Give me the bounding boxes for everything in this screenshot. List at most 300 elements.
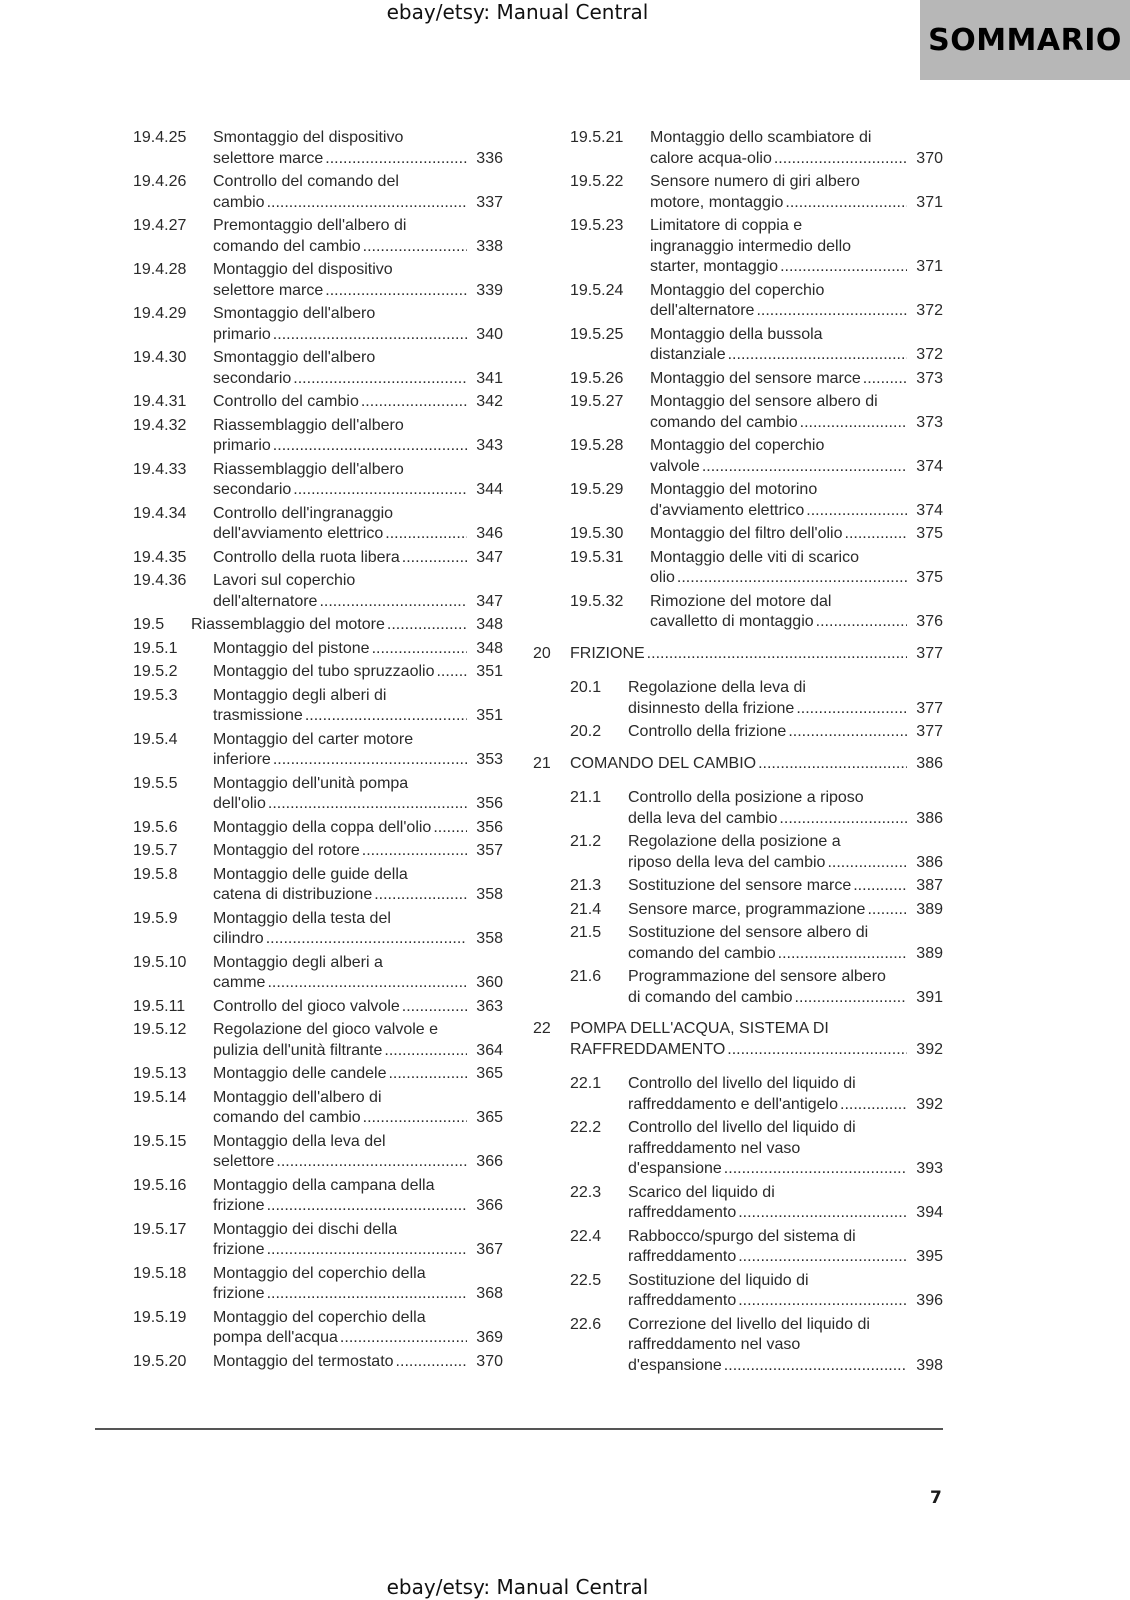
toc-entry-line (213, 841, 503, 862)
toc-entry-title: dell'alternatore (650, 302, 755, 319)
toc-entry[interactable] (533, 480, 943, 521)
toc-entry-title: Montaggio del dispositivo (213, 261, 393, 278)
toc-entry-line (213, 639, 503, 660)
toc-entry-body (628, 1118, 943, 1180)
toc-entry-title: comando del cambio (213, 237, 361, 255)
toc-entry-number: 19.5.25 (570, 325, 624, 343)
toc-entry-body (650, 128, 943, 169)
toc-entry-line (213, 548, 503, 569)
toc-entry-title: Controllo del comando del (213, 173, 399, 190)
toc-entry-line (650, 457, 943, 478)
toc-entry[interactable] (133, 504, 503, 545)
toc-entry-number: 19.5.15 (133, 1132, 187, 1150)
toc-entry[interactable] (533, 876, 943, 897)
toc-entry-number: 19.5.18 (133, 1264, 187, 1282)
toc-entry-number: 19.5.29 (570, 481, 624, 498)
toc-entry[interactable] (533, 325, 943, 366)
dot-leader (677, 568, 907, 589)
dot-leader (372, 639, 467, 660)
toc-entry-title: raffreddamento e dell'antigelo (628, 1095, 839, 1113)
toc-entry-line (650, 149, 943, 170)
toc-entry[interactable] (133, 639, 503, 660)
toc-entry-number: 19.5.1 (133, 639, 178, 657)
toc-entry-title: Montaggio del filtro dell'olio (650, 525, 843, 542)
dot-leader (266, 929, 467, 950)
toc-entry-line (628, 853, 943, 874)
toc-entry-body (213, 1264, 503, 1305)
toc-entry[interactable] (533, 678, 943, 719)
toc-entry-title: cambio (213, 193, 265, 211)
dot-leader (702, 457, 907, 478)
toc-entry-title: Riassemblaggio dell'albero (213, 460, 404, 478)
toc-entry-page: 392 (916, 1095, 943, 1113)
toc-entry-number: 19.5.3 (133, 686, 178, 704)
toc-entry-body (650, 325, 943, 366)
toc-entry-number: 19.5.30 (570, 525, 624, 542)
toc-entry-title: raffreddamento (628, 1204, 737, 1221)
toc-entry-number: 19.4.29 (133, 305, 187, 322)
toc-entry-line (213, 480, 503, 501)
dot-leader (267, 973, 467, 994)
toc-entry-title: Rimozione del motore dal (650, 592, 832, 610)
toc-entry-title: Sostituzione del liquido di (628, 1271, 809, 1289)
toc-entry-body (213, 1064, 503, 1085)
dot-leader (363, 1108, 467, 1129)
toc-entry-body (213, 1352, 503, 1373)
toc-entry-body (213, 997, 503, 1018)
toc-entry[interactable] (133, 997, 503, 1018)
toc-entry-page: 360 (476, 974, 503, 991)
toc-entry-page: 366 (476, 1197, 503, 1214)
toc-entry[interactable] (133, 460, 503, 501)
toc-entry-line (213, 1308, 503, 1329)
toc-entry-page: 368 (476, 1285, 503, 1302)
toc-entry-page: 348 (476, 639, 503, 657)
toc-entry-line (213, 348, 503, 369)
toc-entry[interactable] (533, 216, 943, 278)
toc-entry[interactable] (533, 128, 943, 169)
toc-entry-page: 394 (916, 1204, 943, 1221)
toc-entry[interactable] (533, 548, 943, 589)
toc-entry-line (628, 678, 943, 699)
dot-leader (363, 237, 467, 258)
toc-entry-page: 386 (916, 754, 943, 772)
toc-entry-line (213, 281, 503, 302)
toc-entry-line (650, 501, 943, 522)
toc-entry-number: 19.4.27 (133, 217, 187, 234)
toc-entry-line (213, 237, 503, 258)
toc-entry-number: 19.5 (133, 616, 165, 633)
toc-entry-title: Controllo del gioco valvole (213, 997, 400, 1015)
toc-entry-page: 377 (916, 699, 943, 717)
toc-entry-line (213, 885, 503, 906)
toc-entry-title: Controllo dell'ingranaggio (213, 504, 394, 522)
toc-entry-title: Montaggio della coppa dell'olio (213, 818, 432, 836)
toc-entry[interactable] (133, 548, 503, 569)
dot-leader (724, 1356, 907, 1377)
toc-entry-number: 19.5.9 (133, 909, 178, 927)
toc-entry-page: 391 (916, 988, 943, 1006)
toc-entry[interactable] (133, 172, 503, 213)
toc-entry[interactable] (133, 416, 503, 457)
toc-entry[interactable] (133, 841, 503, 862)
toc-entry-line (213, 1220, 503, 1241)
toc-entry-title: Smontaggio dell'albero (213, 305, 376, 322)
toc-entry-page: 339 (476, 281, 503, 299)
toc-entry-number: 21 (533, 754, 551, 772)
toc-entry-page: 351 (476, 707, 503, 724)
toc-entry[interactable] (133, 865, 503, 906)
dot-leader (384, 1041, 467, 1062)
dot-leader (374, 885, 467, 906)
toc-entry-number: 22.4 (570, 1227, 602, 1245)
toc-entry-title: Riassemblaggio dell'albero (213, 416, 404, 434)
watermark-top: ebay/etsy: Manual Central (386, 0, 649, 24)
toc-entry[interactable] (533, 1019, 943, 1060)
toc-entry-number: 21.6 (570, 968, 602, 985)
toc-entry-line (628, 809, 943, 830)
toc-entry-title: trasmissione (213, 707, 303, 724)
toc-entry-title: raffreddamento nel vaso (628, 1139, 801, 1157)
toc-entry-title: raffreddamento (628, 1292, 737, 1309)
toc-entry-line (650, 193, 943, 214)
toc-entry-number: 21.5 (570, 924, 602, 941)
toc-entry-body (213, 686, 503, 727)
dot-leader (402, 997, 467, 1018)
toc-entry-page: 343 (476, 437, 503, 454)
toc-entry-line (628, 944, 943, 965)
toc-entry[interactable] (533, 392, 943, 433)
toc-entry-number: 19.5.5 (133, 774, 178, 792)
toc-entry-line (213, 662, 503, 683)
dot-leader (325, 149, 467, 170)
toc-entry-title: comando del cambio (213, 1109, 361, 1126)
dot-leader (727, 1040, 907, 1061)
toc-entry-title: RAFFREDDAMENTO (570, 1040, 726, 1058)
toc-entry-body (213, 730, 503, 771)
toc-entry-title: Montaggio del coperchio (650, 437, 825, 454)
toc-entry-line (213, 1064, 503, 1085)
toc-entry-title: dell'alternatore (213, 592, 318, 610)
toc-entry[interactable] (133, 909, 503, 950)
dot-leader (867, 900, 907, 921)
toc-entry-line (213, 128, 503, 149)
toc-entry[interactable] (133, 1064, 503, 1085)
dot-leader (780, 257, 907, 278)
toc-entry-body (213, 662, 503, 683)
toc-entry-page: 377 (916, 723, 943, 740)
toc-entry-number: 19.5.2 (133, 663, 178, 680)
toc-entry-title: frizione (213, 1241, 265, 1258)
toc-entry-body (650, 548, 943, 589)
toc-entry-line (213, 216, 503, 237)
toc-entry[interactable] (533, 524, 943, 545)
toc-entry-body (213, 128, 503, 169)
toc-entry-line (628, 1271, 943, 1292)
footer-rule (95, 1428, 943, 1430)
toc-entry-body (213, 774, 503, 815)
toc-entry-title: Controllo del livello del liquido di (628, 1075, 856, 1092)
toc-entry-line (628, 832, 943, 853)
toc-entry-number: 19.5.28 (570, 437, 624, 454)
toc-entry-body (213, 571, 503, 612)
toc-entry-page: 377 (916, 644, 943, 662)
toc-entry-title: Scarico del liquido di (628, 1183, 775, 1201)
toc-entry-title: camme (213, 974, 266, 991)
toc-entry[interactable] (533, 172, 943, 213)
toc-entry-page: 347 (476, 548, 503, 566)
dot-leader (436, 662, 467, 683)
toc-entry-body (213, 909, 503, 950)
toc-entry-body (628, 923, 943, 964)
toc-entry-line (213, 997, 503, 1018)
toc-entry-title: d'espansione (628, 1160, 722, 1177)
toc-entry-number: 19.5.4 (133, 730, 178, 748)
toc-entry-number: 19.4.32 (133, 416, 187, 434)
toc-entry-title: d'avviamento elettrico (650, 501, 805, 519)
toc-entry-page: 371 (916, 258, 943, 275)
toc-entry-line (213, 818, 503, 839)
toc-entry-title: Montaggio dell'unità pompa (213, 774, 409, 792)
toc-entry-page: 365 (476, 1109, 503, 1126)
toc-entry[interactable] (533, 754, 943, 775)
toc-entry-page: 398 (916, 1356, 943, 1374)
toc-entry-title: Montaggio delle guide della (213, 865, 408, 883)
toc-entry-page: 370 (916, 149, 943, 167)
toc-entry-body (650, 524, 943, 545)
toc-entry-line (213, 973, 503, 994)
toc-entry[interactable] (533, 722, 943, 743)
toc-entry[interactable] (533, 788, 943, 829)
toc-entry[interactable] (133, 774, 503, 815)
toc-entry-title: calore acqua-olio (650, 149, 772, 167)
toc-entry-body (650, 436, 943, 477)
toc-entry[interactable] (533, 900, 943, 921)
toc-entry-line (628, 1247, 943, 1268)
toc-entry-body (213, 504, 503, 545)
toc-entry-number: 20.2 (570, 723, 602, 740)
toc-entry-body (570, 644, 943, 665)
toc-entry-line (628, 1118, 943, 1139)
toc-entry[interactable] (133, 1264, 503, 1305)
dot-leader (806, 501, 907, 522)
toc-entry-page: 371 (916, 193, 943, 211)
toc-entry[interactable] (533, 967, 943, 1008)
toc-entry-body (213, 260, 503, 301)
toc-entry-line (650, 548, 943, 569)
toc-entry-title: Montaggio del carter motore (213, 730, 414, 748)
toc-entry-title: Controllo della posizione a riposo (628, 789, 864, 806)
toc-entry-body (213, 416, 503, 457)
toc-entry-title: Montaggio degli alberi a (213, 953, 383, 971)
toc-entry[interactable] (533, 369, 943, 390)
toc-entry-line (628, 722, 943, 743)
toc-entry-page: 363 (476, 997, 503, 1015)
toc-entry-line (628, 1139, 943, 1160)
toc-entry-number: 19.5.21 (570, 129, 624, 146)
toc-entry-title: Montaggio dei dischi della (213, 1220, 398, 1238)
toc-entry[interactable] (133, 953, 503, 994)
toc-entry-page: 389 (916, 944, 943, 962)
toc-entry[interactable] (533, 1227, 943, 1268)
toc-entry[interactable] (133, 615, 503, 636)
toc-entry-title: Correzione del livello del liquido di (628, 1315, 870, 1333)
toc-entry[interactable] (533, 1118, 943, 1180)
toc-entry-page: 367 (476, 1241, 503, 1258)
toc-entry[interactable] (133, 1088, 503, 1129)
toc-entry-line (213, 392, 503, 413)
toc-entry-line (650, 128, 943, 149)
toc-entry-title: POMPA DELL'ACQUA, SISTEMA DI (570, 1020, 829, 1037)
toc-entry-title: Controllo del cambio (213, 393, 359, 410)
toc-entry[interactable] (133, 304, 503, 345)
toc-entry-line (213, 193, 503, 214)
toc-entry[interactable] (533, 592, 943, 633)
toc-entry-page: 356 (476, 818, 503, 836)
toc-entry[interactable] (133, 1176, 503, 1217)
toc-entry-title: secondario (213, 481, 292, 498)
toc-entry[interactable] (533, 281, 943, 322)
toc-entry-page: 366 (476, 1153, 503, 1170)
toc-entry[interactable] (133, 1132, 503, 1173)
dot-leader (800, 413, 907, 434)
toc-entry-line (650, 257, 943, 278)
toc-entry-title: di comando del cambio (628, 988, 793, 1006)
toc-entry-body (628, 1074, 943, 1115)
toc-entry-body (213, 865, 503, 906)
toc-entry[interactable] (133, 128, 503, 169)
toc-entry-title: d'espansione (628, 1356, 722, 1374)
toc-entry-line (213, 436, 503, 457)
toc-entry-page: 375 (916, 525, 943, 542)
toc-entry-line (628, 699, 943, 720)
dot-leader (795, 988, 907, 1009)
dot-leader (385, 524, 467, 545)
page-number: 7 (930, 1488, 942, 1508)
toc-entry-title: distanziale (650, 346, 726, 363)
toc-entry-line (650, 369, 943, 390)
dot-leader (816, 612, 907, 633)
toc-entry[interactable] (133, 730, 503, 771)
toc-entry-line (213, 1041, 503, 1062)
toc-entry-title: Regolazione della posizione a (628, 833, 841, 850)
toc-entry-title: Montaggio dell'albero di (213, 1088, 382, 1106)
toc-entry[interactable] (533, 1183, 943, 1224)
toc-entry[interactable] (533, 644, 943, 665)
toc-entry-page: 342 (476, 393, 503, 410)
toc-entry-title: raffreddamento nel vaso (628, 1336, 801, 1353)
toc-entry-line (628, 1356, 943, 1377)
toc-entry-number: 19.5.13 (133, 1065, 187, 1082)
toc-entry-title: secondario (213, 369, 292, 387)
toc-entry-title: selettore marce (213, 149, 324, 167)
toc-entry-number: 19.5.32 (570, 592, 624, 610)
toc-entry[interactable] (133, 216, 503, 257)
toc-entry-line (213, 953, 503, 974)
toc-entry-page: 357 (476, 842, 503, 859)
toc-entry-body (650, 369, 943, 390)
toc-entry-title: Montaggio della testa del (213, 909, 391, 927)
toc-entry-page: 374 (916, 457, 943, 475)
toc-entry-line (628, 967, 943, 988)
toc-entry-line (650, 436, 943, 457)
toc-entry-line (213, 1240, 503, 1261)
toc-entry-body (650, 281, 943, 322)
toc-entry-line (628, 1335, 943, 1356)
dot-leader (863, 369, 907, 390)
toc-entry-line (628, 988, 943, 1009)
toc-entry[interactable] (133, 348, 503, 389)
toc-entry-title: Sostituzione del sensore albero di (628, 924, 869, 941)
toc-entry-number: 20.1 (570, 679, 602, 696)
toc-entry-body (628, 788, 943, 829)
toc-entry-body (213, 1132, 503, 1173)
dot-leader (319, 592, 467, 613)
toc-entry[interactable] (133, 1308, 503, 1349)
toc-entry-title: Sostituzione del sensore marce (628, 877, 852, 894)
dot-leader (273, 750, 467, 771)
toc-entry[interactable] (533, 1271, 943, 1312)
toc-entry[interactable] (133, 1352, 503, 1373)
toc-entry-title: Montaggio del motorino (650, 481, 818, 498)
toc-entry[interactable] (133, 662, 503, 683)
toc-entry-title: Regolazione della leva di (628, 679, 806, 696)
toc-entry-title: Sensore numero di giri albero (650, 173, 860, 190)
toc-entry[interactable] (533, 1074, 943, 1115)
toc-entry-title: Montaggio del rotore (213, 842, 360, 859)
toc-entry[interactable] (533, 832, 943, 873)
toc-entry-title: catena di distribuzione (213, 886, 373, 903)
toc-entry-line (628, 900, 943, 921)
dot-leader (267, 1284, 467, 1305)
toc-left-column (133, 128, 503, 1375)
toc-entry-page: 338 (476, 237, 503, 255)
toc-entry-line (628, 1227, 943, 1248)
toc-entry[interactable] (533, 436, 943, 477)
toc-entry-line (213, 909, 503, 930)
dot-leader (273, 325, 467, 346)
toc-entry[interactable] (133, 1220, 503, 1261)
toc-entry-body (213, 548, 503, 569)
dot-leader (293, 369, 467, 390)
toc-entry-number: 19.5.16 (133, 1176, 187, 1194)
toc-entry-line (628, 1074, 943, 1095)
dot-leader (774, 149, 907, 170)
toc-entry-number: 19.5.11 (133, 997, 186, 1015)
toc-entry-body (213, 639, 503, 660)
toc-entry-line (213, 325, 503, 346)
toc-entry-body (650, 392, 943, 433)
toc-entry-line (650, 612, 943, 633)
toc-entry[interactable] (133, 1020, 503, 1061)
toc-entry-title: COMANDO DEL CAMBIO (570, 754, 757, 772)
toc-entry[interactable] (133, 260, 503, 301)
toc-entry-line (213, 460, 503, 481)
toc-entry[interactable] (133, 571, 503, 612)
toc-entry-number: 19.5.8 (133, 865, 178, 883)
toc-entry-body (650, 172, 943, 213)
dot-leader (325, 281, 467, 302)
toc-entry-line (628, 1203, 943, 1224)
toc-entry[interactable] (133, 686, 503, 727)
toc-entry-page: 386 (916, 809, 943, 827)
toc-entry-number: 19.4.26 (133, 173, 187, 190)
toc-entry[interactable] (133, 818, 503, 839)
toc-entry[interactable] (533, 923, 943, 964)
toc-entry[interactable] (133, 392, 503, 413)
toc-entry-line (628, 788, 943, 809)
toc-entry[interactable] (533, 1315, 943, 1377)
